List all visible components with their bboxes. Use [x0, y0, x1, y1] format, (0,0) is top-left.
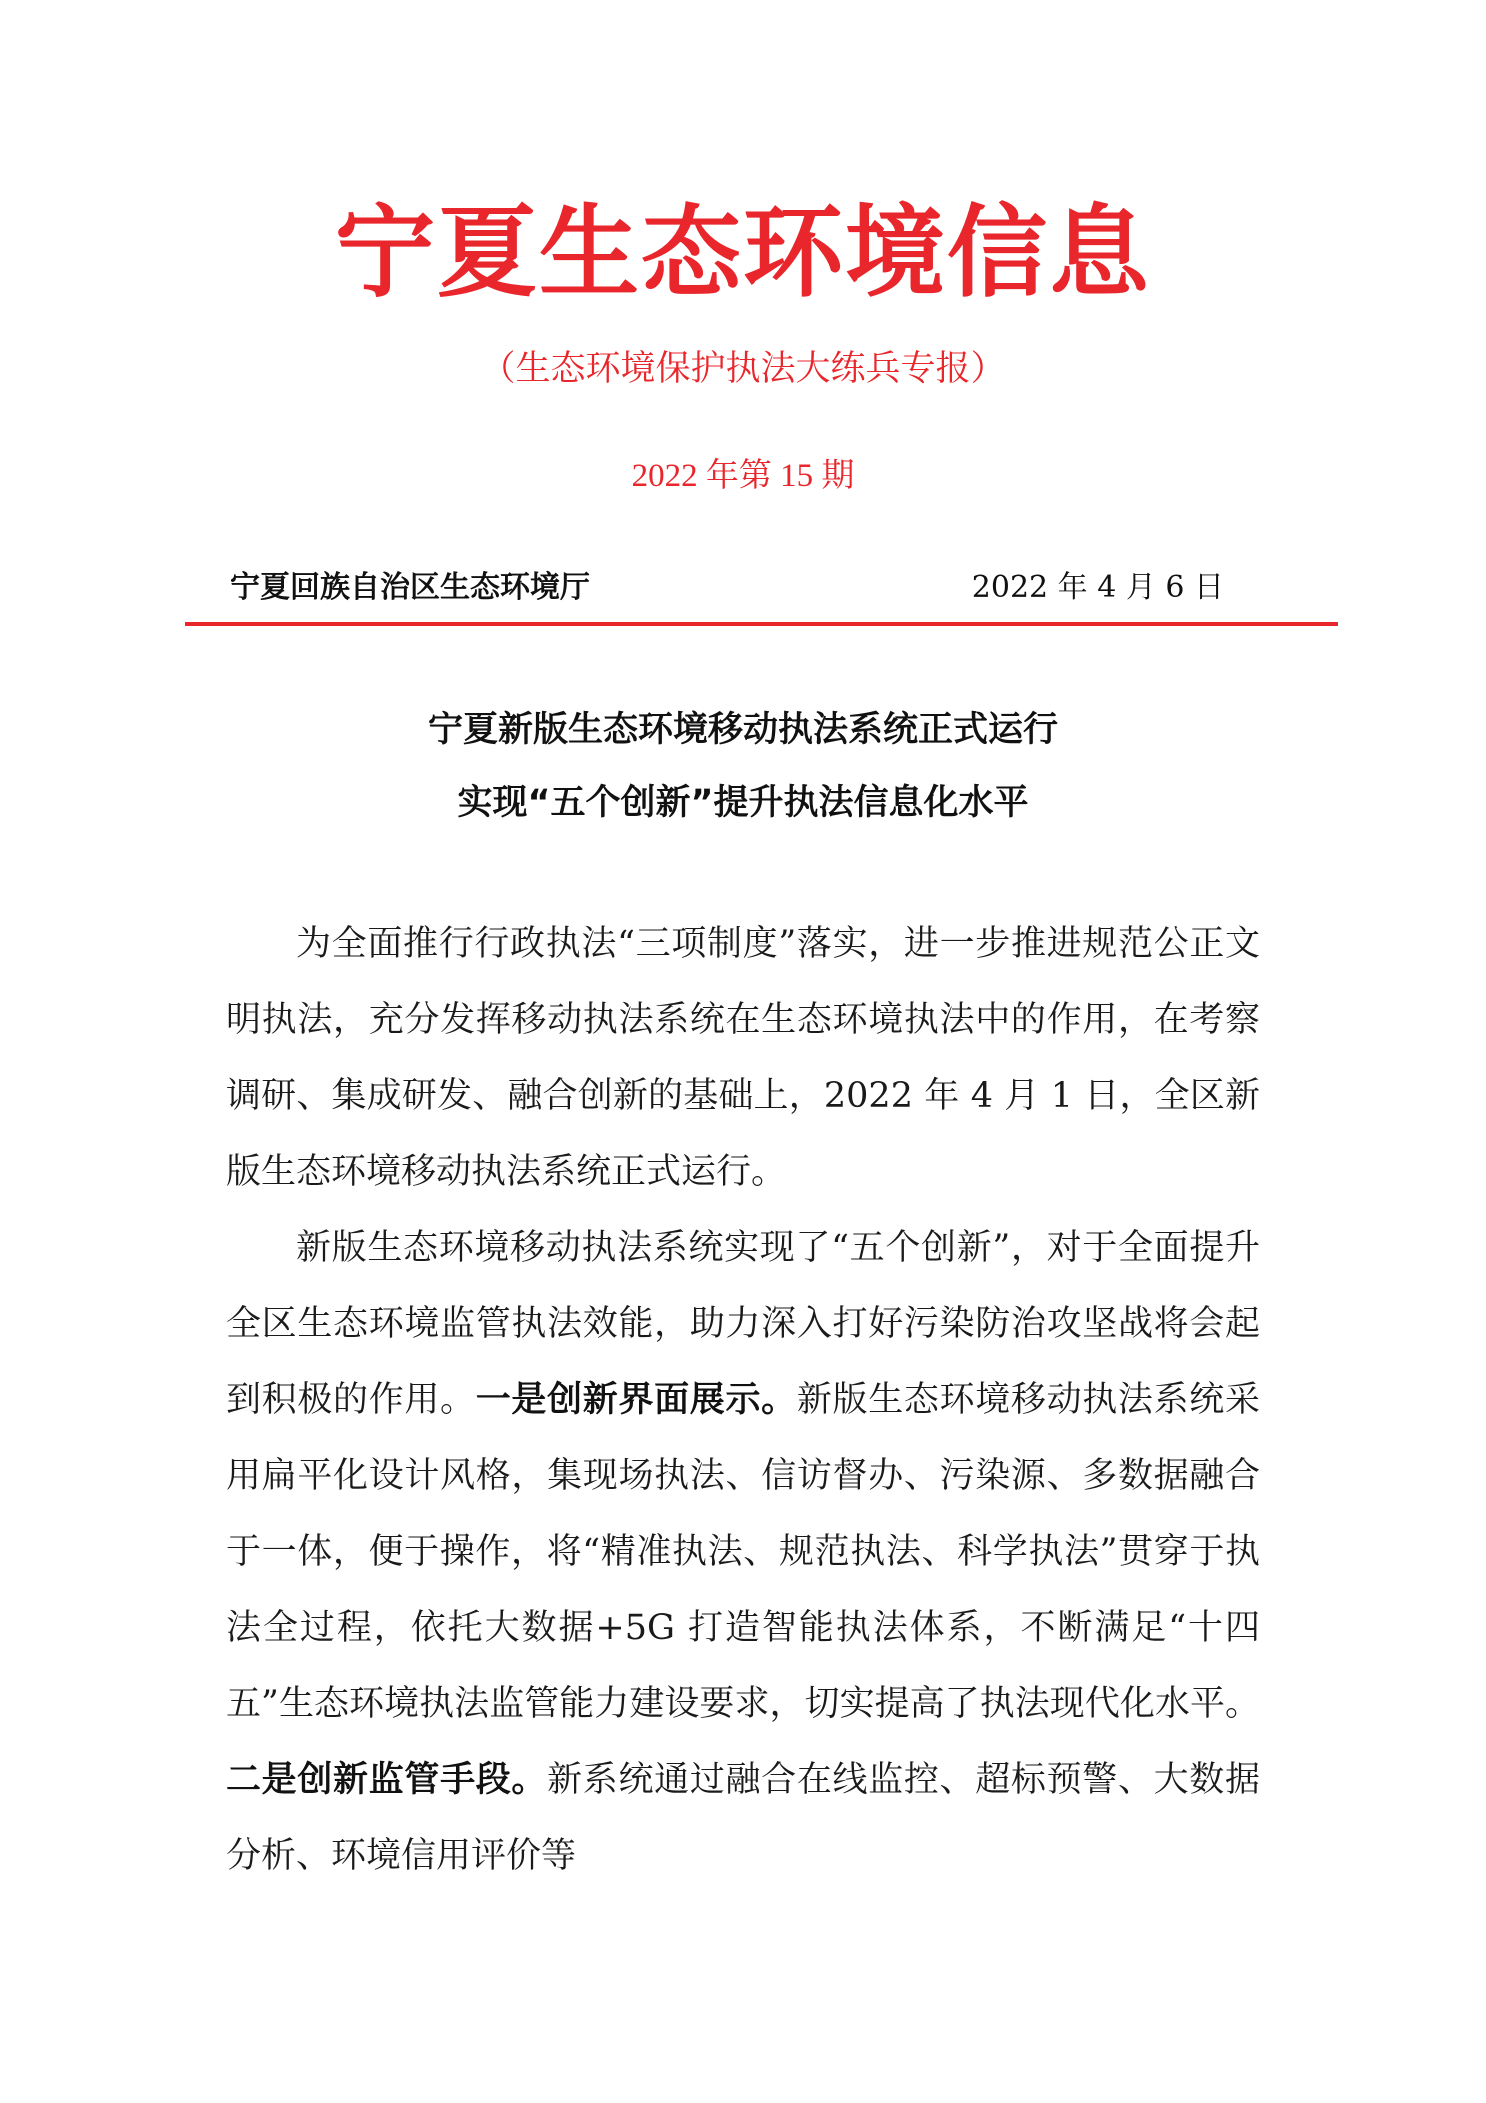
- paragraph-2-intro: 新版生态环境移动执法系统实现了“五个创新”，对于全面提升全区生态环境监管执法效能，助力深入打好污染防治攻坚战将会起到积极的作用。: [226, 1228, 1260, 1420]
- issuing-organization: 宁夏回族自治区生态环境厅: [230, 570, 590, 605]
- point-2-label: 二是创新监管手段。: [226, 1759, 548, 1800]
- article-body: [226, 906, 1260, 1894]
- masthead-title: 宁夏生态环境信息: [335, 193, 1151, 311]
- point-2-text: 新系统通过融合在线监控、超标预警、大数据分析、环境信用评价等: [226, 1760, 1260, 1876]
- masthead-subtitle: （生态环境保护执法大练兵专报）: [480, 349, 1006, 389]
- article-headline-line2: 实现“五个创新”提升执法信息化水平: [457, 783, 1029, 823]
- paragraph-2: [226, 1210, 1260, 1894]
- point-1-label: 一是创新界面展示。: [475, 1379, 797, 1420]
- paragraph-1: 为全面推行行政执法“三项制度”落实，进一步推进规范公正文明执法，充分发挥移动执法系统在生态环境执法中的作用，在考察调研、集成研发、融合创新的基础上，2022 年 4 月 1 日，全区新版生态环境移动执法系统正式运行。: [226, 924, 1260, 1192]
- point-1-text: 新版生态环境移动执法系统采用扁平化设计风格，集现场执法、信访督办、污染源、多数据融合于一体，便于操作，将“精准执法、规范执法、科学执法”贯穿于执法全过程，依托大数据+5G 打造智能执法体系，不断满足“十四五”生态环境执法监管能力建设要求，切实提高了执法现代化水平。: [226, 1380, 1260, 1724]
- issue-number: 2022 年第 15 期: [631, 458, 855, 494]
- red-divider-line: [185, 622, 1338, 626]
- article-headline-line1: 宁夏新版生态环境移动执法系统正式运行: [427, 710, 1058, 750]
- issue-date: 2022 年 4 月 6 日: [971, 570, 1224, 605]
